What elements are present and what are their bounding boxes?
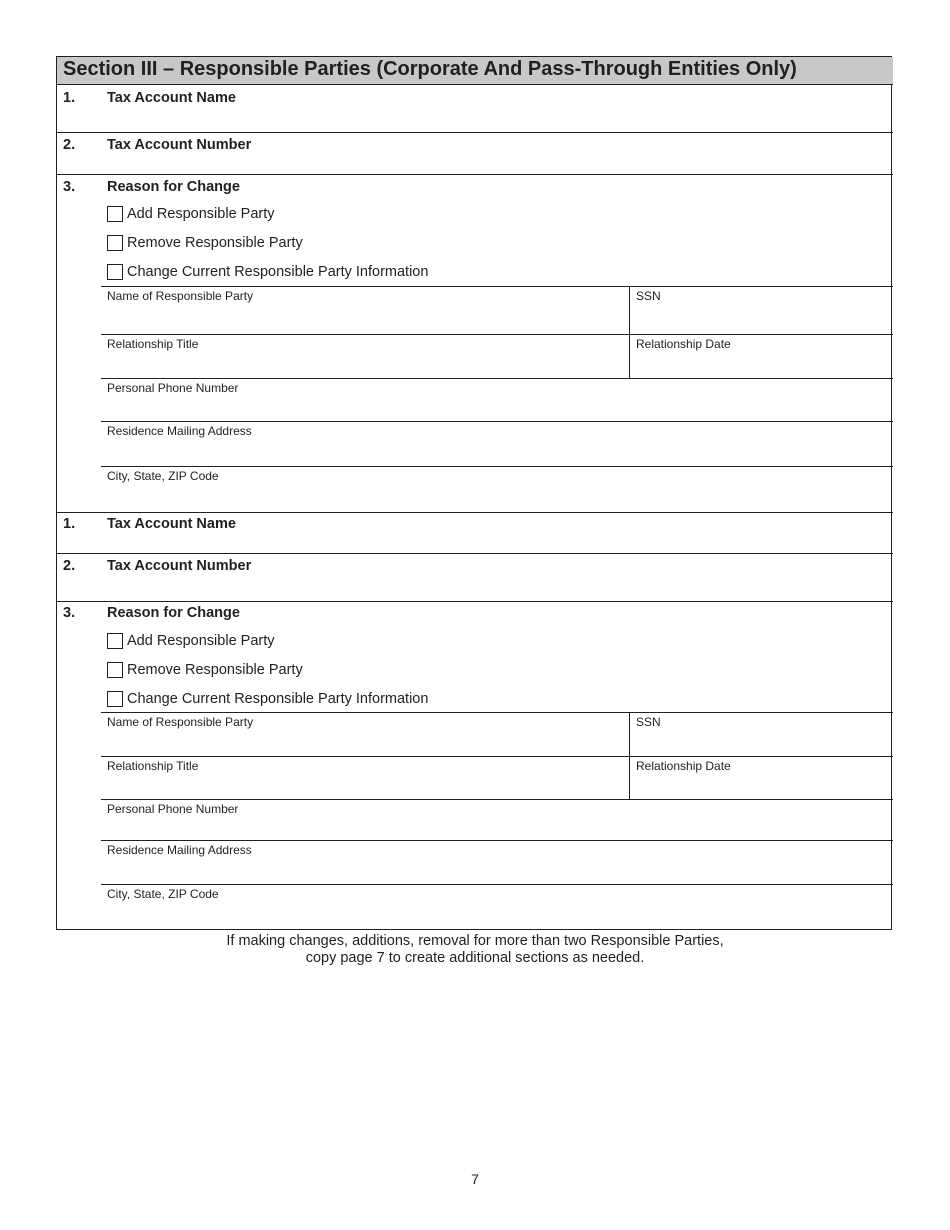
item-number: 1. <box>63 516 76 532</box>
tax-account-name-label[interactable]: Tax Account Name <box>107 90 236 106</box>
section-header <box>57 57 893 85</box>
ssn-field[interactable]: SSN <box>636 289 661 303</box>
note-line-1: If making changes, additions, removal for more than two Responsible Parties, <box>226 933 724 949</box>
responsible-parties-form <box>56 56 892 930</box>
divider <box>101 286 893 287</box>
divider <box>629 286 630 378</box>
page-number: 7 <box>471 1171 479 1187</box>
option-label: Add Responsible Party <box>127 633 275 649</box>
checkbox[interactable] <box>107 633 123 649</box>
item-number: 2. <box>63 558 76 574</box>
ssn-field[interactable]: SSN <box>636 715 661 729</box>
name-of-responsible-party-field[interactable]: Name of Responsible Party <box>107 289 254 303</box>
section-title: Section III – Responsible Parties (Corporate And Pass-Through Entities Only) <box>63 58 797 80</box>
item-number: 2. <box>63 137 76 153</box>
divider <box>101 378 893 379</box>
relationship-date-field[interactable]: Relationship Date <box>636 337 731 351</box>
item-number: 3. <box>63 605 76 621</box>
reason-for-change-label: Reason for Change <box>107 179 240 195</box>
option-add-responsible-party[interactable] <box>107 631 275 649</box>
divider <box>101 884 893 885</box>
relationship-title-field[interactable]: Relationship Title <box>107 337 199 351</box>
city-state-zip-field[interactable]: City, State, ZIP Code <box>107 887 219 901</box>
residence-mailing-address-field[interactable]: Residence Mailing Address <box>107 424 252 438</box>
divider <box>57 174 893 175</box>
note-line-2: copy page 7 to create additional sections as needed. <box>305 950 645 966</box>
option-label: Change Current Responsible Party Information <box>127 691 429 707</box>
relationship-title-field[interactable]: Relationship Title <box>107 759 199 773</box>
instructions-note <box>34 933 916 967</box>
divider <box>57 553 893 554</box>
option-remove-responsible-party[interactable] <box>107 233 303 251</box>
option-change-responsible-party-info[interactable] <box>107 689 428 707</box>
option-label: Remove Responsible Party <box>127 662 303 678</box>
option-change-responsible-party-info[interactable] <box>107 262 428 280</box>
checkbox[interactable] <box>107 691 123 707</box>
option-remove-responsible-party[interactable] <box>107 660 303 678</box>
checkbox[interactable] <box>107 264 123 280</box>
option-label: Change Current Responsible Party Information <box>127 264 429 280</box>
checkbox[interactable] <box>107 206 123 222</box>
divider <box>101 334 893 335</box>
option-add-responsible-party[interactable] <box>107 204 275 222</box>
personal-phone-number-field[interactable]: Personal Phone Number <box>107 802 239 816</box>
block-divider <box>57 512 893 513</box>
residence-mailing-address-field[interactable]: Residence Mailing Address <box>107 843 252 857</box>
divider <box>101 756 893 757</box>
checkbox[interactable] <box>107 235 123 251</box>
divider <box>101 466 893 467</box>
divider <box>101 712 893 713</box>
reason-for-change-label: Reason for Change <box>107 605 240 621</box>
tax-account-number-label[interactable]: Tax Account Number <box>107 558 252 574</box>
name-of-responsible-party-field[interactable]: Name of Responsible Party <box>107 715 254 729</box>
city-state-zip-field[interactable]: City, State, ZIP Code <box>107 469 219 483</box>
tax-account-number-label[interactable]: Tax Account Number <box>107 137 252 153</box>
personal-phone-number-field[interactable]: Personal Phone Number <box>107 381 239 395</box>
item-number: 1. <box>63 90 76 106</box>
option-label: Add Responsible Party <box>127 206 275 222</box>
divider <box>57 132 893 133</box>
divider <box>101 799 893 800</box>
option-label: Remove Responsible Party <box>127 235 303 251</box>
item-number: 3. <box>63 179 76 195</box>
tax-account-name-label[interactable]: Tax Account Name <box>107 516 236 532</box>
divider <box>57 601 893 602</box>
divider <box>101 840 893 841</box>
checkbox[interactable] <box>107 662 123 678</box>
divider <box>101 421 893 422</box>
relationship-date-field[interactable]: Relationship Date <box>636 759 731 773</box>
